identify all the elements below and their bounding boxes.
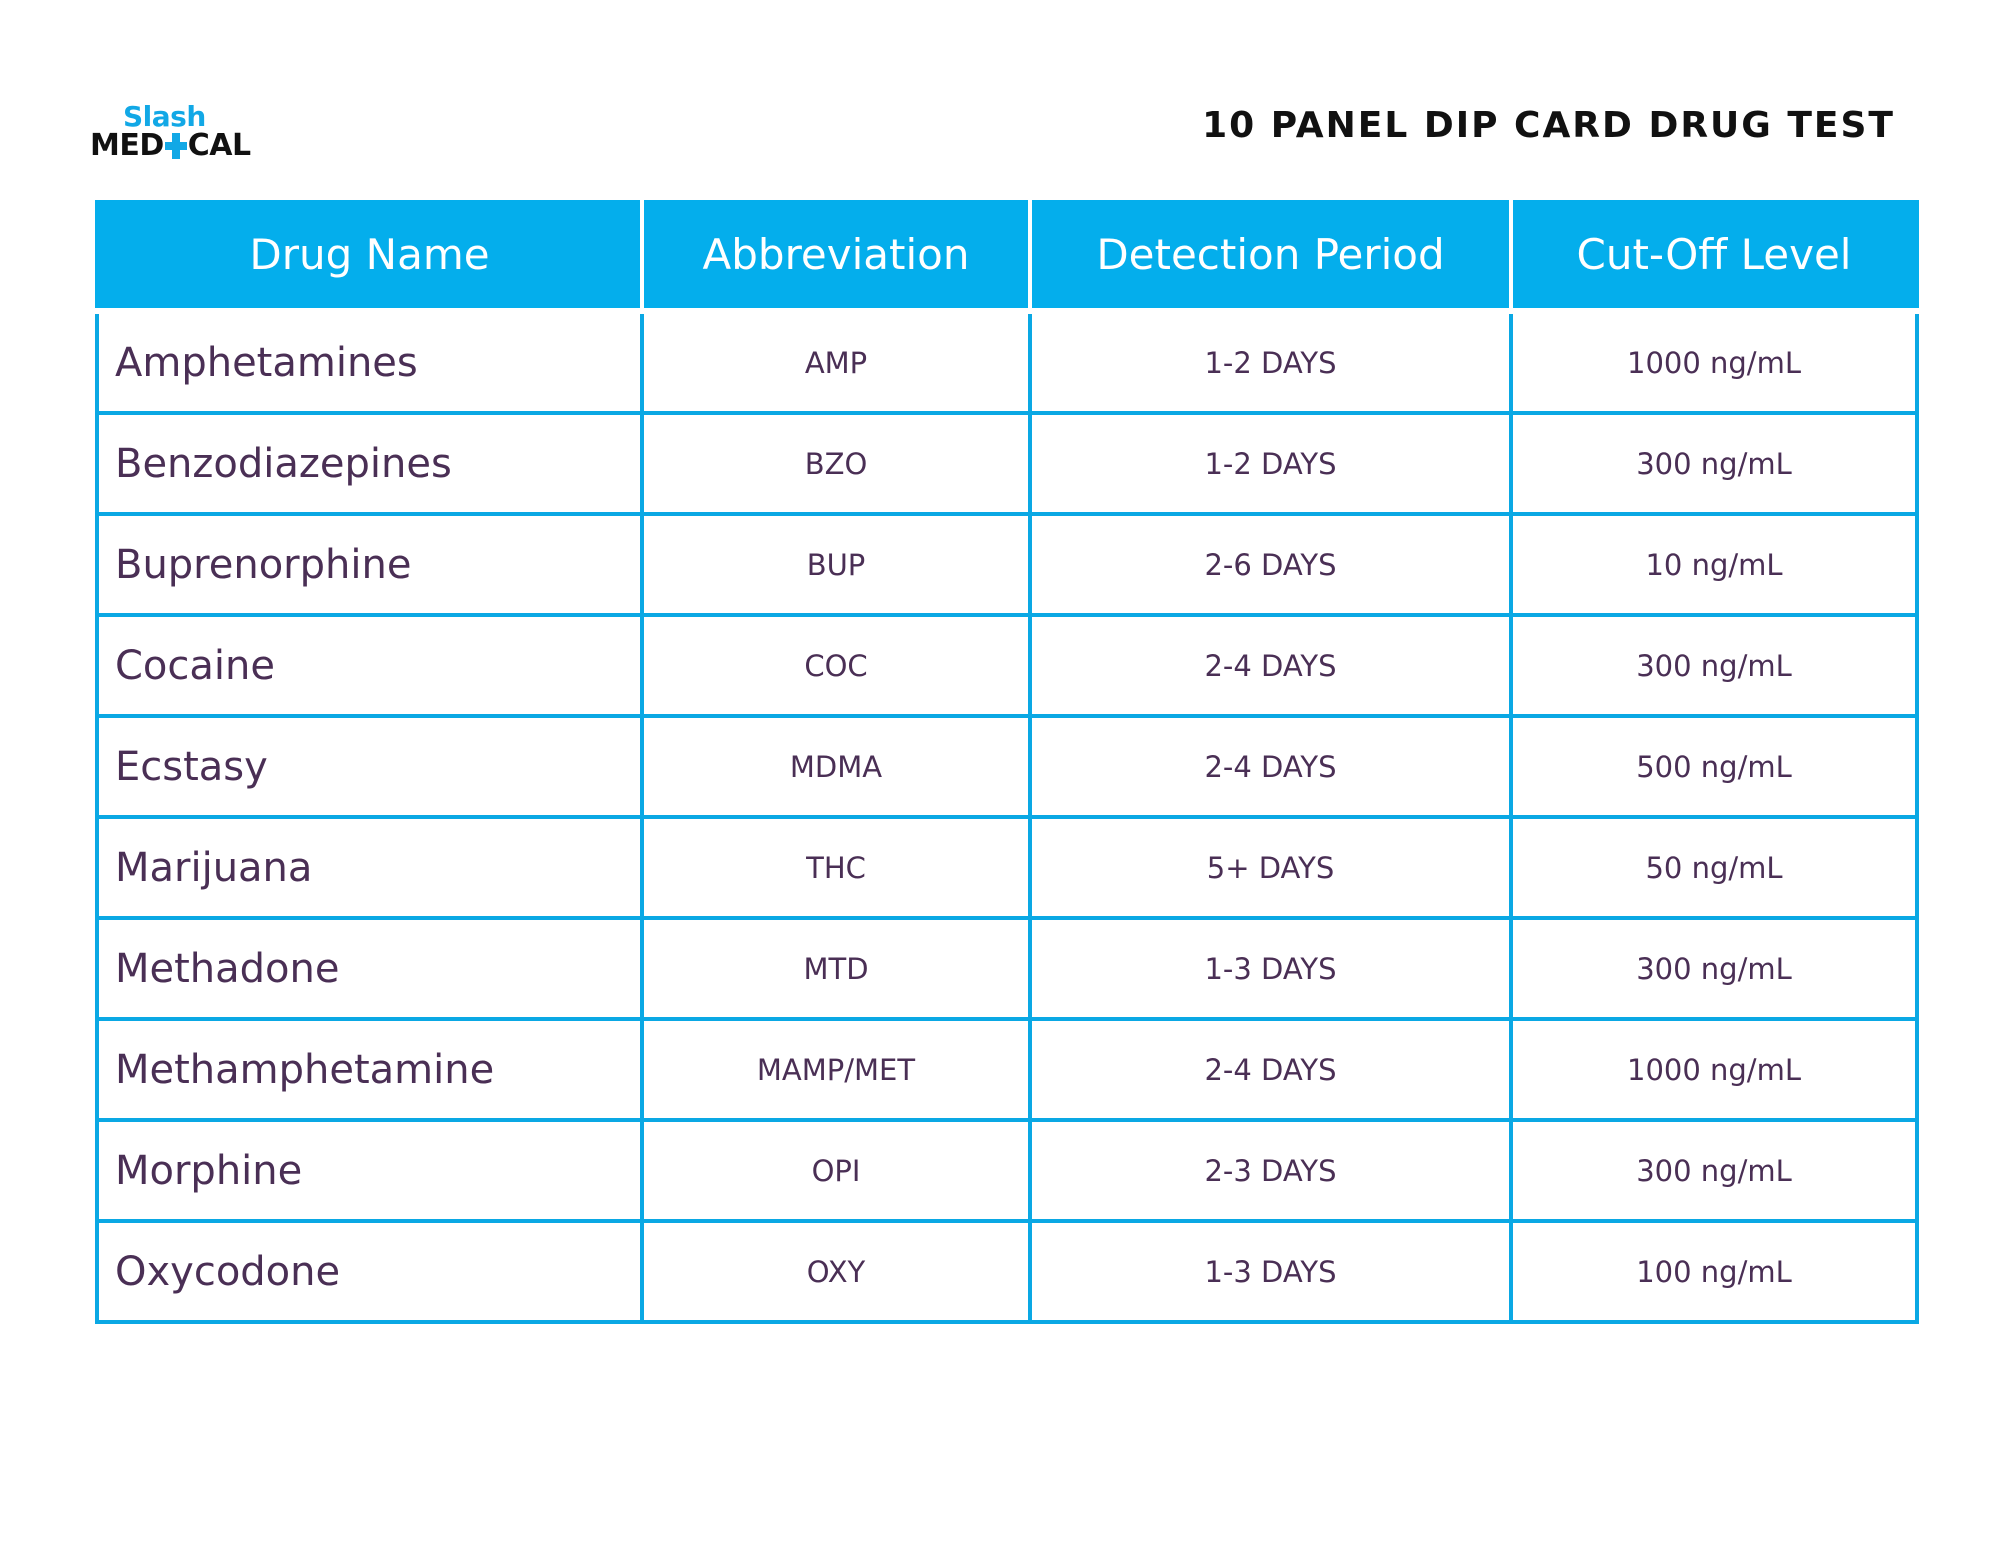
drug-name-cell: Morphine [97, 1120, 642, 1221]
detection-period-cell: 1-3 DAYS [1030, 918, 1511, 1019]
abbreviation-cell: THC [642, 817, 1030, 918]
table-row [97, 413, 1917, 514]
detection-period-cell: 2-4 DAYS [1030, 1019, 1511, 1120]
abbreviation-cell: OXY [642, 1221, 1030, 1322]
cut-off-level-cell: 300 ng/mL [1511, 615, 1917, 716]
medical-cross-icon [165, 133, 187, 159]
header-abbreviation: Abbreviation [642, 200, 1030, 311]
table-row [97, 615, 1917, 716]
slash-medical-logo [90, 100, 251, 163]
table-row [97, 514, 1917, 615]
cut-off-level-cell: 100 ng/mL [1511, 1221, 1917, 1322]
abbreviation-cell: MAMP/MET [642, 1019, 1030, 1120]
cut-off-level-cell: 500 ng/mL [1511, 716, 1917, 817]
drug-name-cell: Ecstasy [97, 716, 642, 817]
cut-off-level-cell: 50 ng/mL [1511, 817, 1917, 918]
header-cut-off-level: Cut-Off Level [1511, 200, 1917, 311]
table-row [97, 1019, 1917, 1120]
detection-period-cell: 2-4 DAYS [1030, 615, 1511, 716]
cut-off-level-cell: 300 ng/mL [1511, 1120, 1917, 1221]
detection-period-cell: 5+ DAYS [1030, 817, 1511, 918]
drug-name-cell: Methamphetamine [97, 1019, 642, 1120]
table-row [97, 311, 1917, 413]
drug-name-cell: Oxycodone [97, 1221, 642, 1322]
detection-period-cell: 2-6 DAYS [1030, 514, 1511, 615]
logo-bottom-right: CAL [187, 128, 251, 163]
header-detection-period: Detection Period [1030, 200, 1511, 311]
table-header-row [97, 200, 1917, 311]
header-drug-name: Drug Name [97, 200, 642, 311]
abbreviation-cell: BUP [642, 514, 1030, 615]
drug-name-cell: Amphetamines [97, 311, 642, 413]
abbreviation-cell: COC [642, 615, 1030, 716]
detection-period-cell: 1-2 DAYS [1030, 311, 1511, 413]
detection-period-cell: 1-3 DAYS [1030, 1221, 1511, 1322]
drug-name-cell: Benzodiazepines [97, 413, 642, 514]
detection-period-cell: 1-2 DAYS [1030, 413, 1511, 514]
document-title: 10 PANEL DIP CARD DRUG TEST [1202, 105, 1895, 146]
drug-name-cell: Methadone [97, 918, 642, 1019]
abbreviation-cell: MTD [642, 918, 1030, 1019]
logo-bottom-left: MED [90, 128, 164, 163]
table-row [97, 1120, 1917, 1221]
detection-period-cell: 2-3 DAYS [1030, 1120, 1511, 1221]
drug-test-table [95, 200, 1919, 1324]
drug-test-table-container [95, 200, 1915, 1324]
drug-name-cell: Marijuana [97, 817, 642, 918]
cut-off-level-cell: 300 ng/mL [1511, 918, 1917, 1019]
drug-name-cell: Buprenorphine [97, 514, 642, 615]
table-row [97, 918, 1917, 1019]
cut-off-level-cell: 300 ng/mL [1511, 413, 1917, 514]
table-row [97, 716, 1917, 817]
abbreviation-cell: MDMA [642, 716, 1030, 817]
table-row [97, 1221, 1917, 1322]
cut-off-level-cell: 1000 ng/mL [1511, 1019, 1917, 1120]
detection-period-cell: 2-4 DAYS [1030, 716, 1511, 817]
logo-bottom-text [90, 130, 251, 162]
cut-off-level-cell: 1000 ng/mL [1511, 311, 1917, 413]
logo-top-text: Slash [123, 100, 206, 133]
table-row [97, 817, 1917, 918]
abbreviation-cell: OPI [642, 1120, 1030, 1221]
abbreviation-cell: AMP [642, 311, 1030, 413]
abbreviation-cell: BZO [642, 413, 1030, 514]
drug-name-cell: Cocaine [97, 615, 642, 716]
cut-off-level-cell: 10 ng/mL [1511, 514, 1917, 615]
